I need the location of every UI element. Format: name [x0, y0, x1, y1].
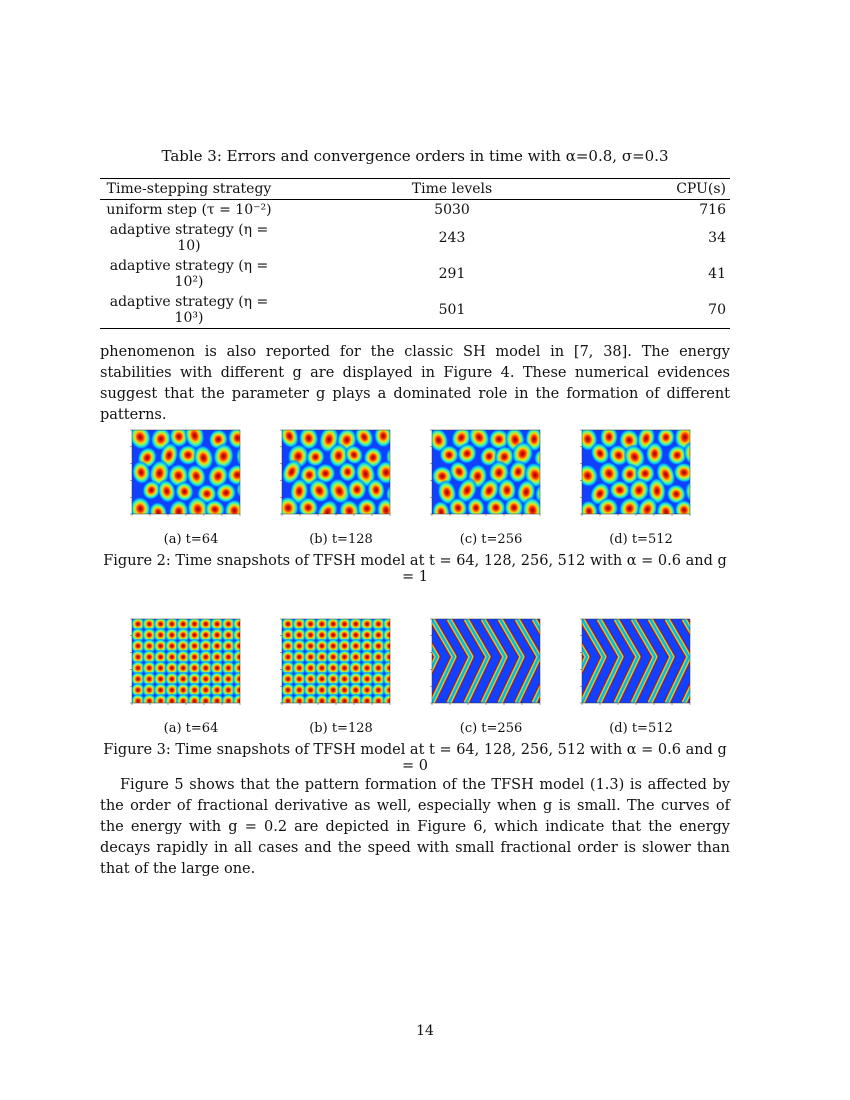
- pattern-plot: [422, 428, 560, 526]
- figure-3: [100, 617, 730, 774]
- figure-2-panel-d: [572, 428, 710, 547]
- figure-2-caption: Figure 2: Time snapshots of TFSH model at t = 64, 128, 256, 512 with α = 0.6 and g = 1: [103, 553, 727, 585]
- pattern-layer: [276, 428, 407, 526]
- body-paragraph-1: phenomenon is also reported for the classic SH model in [7, 38]. The energy stabilities with different g are displayed in Figure 4. These numerical evidences suggest that the parameter g plays a dominated role in the formation of different patterns.: [100, 344, 730, 423]
- subfigure-label: (b) t=128: [309, 721, 373, 736]
- cell-cpu: 41: [708, 266, 726, 282]
- figure-2-panel-a: [122, 428, 260, 547]
- pattern-stripe: [551, 619, 560, 703]
- cell-strategy: uniform step (τ = 10⁻²): [106, 202, 272, 218]
- pattern-stripe: [701, 619, 710, 703]
- pattern-stripe: [701, 619, 710, 703]
- cell-strategy: adaptive strategy (η = 10³): [100, 292, 278, 329]
- figure-3-panel-a: [122, 617, 260, 736]
- subfigure-label: (d) t=512: [609, 721, 673, 736]
- header-time-levels: Time levels: [278, 179, 626, 200]
- cell-levels: 243: [438, 230, 466, 246]
- figure-3-caption: Figure 3: Time snapshots of TFSH model at t = 64, 128, 256, 512 with α = 0.6 and g = 0: [103, 742, 727, 774]
- pattern-stripe: [701, 619, 710, 703]
- subfigure-label: (a) t=64: [163, 721, 219, 736]
- cell-strategy: adaptive strategy (η = 10): [109, 222, 269, 254]
- figure-2-panel-b: [272, 428, 410, 547]
- pattern-plot: [272, 617, 410, 715]
- table-header-row: [100, 179, 730, 200]
- page-number: 14: [416, 1023, 434, 1039]
- figure-3-panel-c: [422, 617, 560, 736]
- subfigure-label: (a) t=64: [163, 532, 219, 547]
- pattern-layer: [125, 428, 258, 526]
- pattern-stripe: [551, 619, 560, 703]
- table-row: [100, 200, 730, 221]
- cell-cpu: 70: [626, 292, 730, 329]
- pattern-stripe: [551, 619, 560, 703]
- cell-cpu: 716: [699, 202, 726, 218]
- pattern-plot: [572, 428, 710, 526]
- pattern-plot: [422, 617, 560, 715]
- pattern-stripe: [701, 619, 710, 703]
- header-cpu: CPU(s): [626, 179, 730, 200]
- pattern-stripe: [551, 619, 560, 703]
- cell-levels: 291: [438, 266, 466, 282]
- figure-3-panel-b: [272, 617, 410, 736]
- pattern-stripe: [701, 619, 710, 703]
- subfigure-label: (c) t=256: [459, 532, 523, 547]
- pattern-plot: [122, 617, 260, 715]
- header-strategy: Time-stepping strategy: [100, 179, 278, 200]
- pattern-plot: [572, 617, 710, 715]
- figure-2-panel-c: [422, 428, 560, 547]
- cell-strategy: adaptive strategy (η = 10²): [109, 258, 269, 290]
- cell-cpu: 34: [708, 230, 726, 246]
- figure-3-panel-d: [572, 617, 710, 736]
- cell-levels: 501: [278, 292, 626, 329]
- table-row: [100, 256, 730, 292]
- table-caption: Table 3: Errors and convergence orders in time with α=0.8, σ=0.3: [161, 147, 669, 165]
- pattern-spot: [382, 694, 397, 709]
- cell-levels: 5030: [434, 202, 470, 218]
- subfigure-label: (b) t=128: [309, 532, 373, 547]
- pattern-plot: [272, 428, 410, 526]
- figure-2: [100, 428, 730, 585]
- pattern-stripe: [551, 619, 560, 703]
- pattern-plot: [122, 428, 260, 526]
- results-table: [100, 178, 730, 329]
- pattern-spot: [232, 694, 247, 709]
- table-row: [100, 220, 730, 256]
- table-row: [100, 292, 730, 329]
- subfigure-label: (c) t=256: [459, 721, 523, 736]
- pattern-layer: [573, 428, 708, 525]
- subfigure-label: (d) t=512: [609, 532, 673, 547]
- body-paragraph-2: Figure 5 shows that the pattern formation of the TFSH model (1.3) is affected by the order of fractional derivative as well, especially when g is small. The curves of the energy with g = 0.2 are depicted in Figure 6, which indicate that the energy decays rapidly in all cases and the speed with small fractional order is slower than that of the large one.: [100, 777, 730, 877]
